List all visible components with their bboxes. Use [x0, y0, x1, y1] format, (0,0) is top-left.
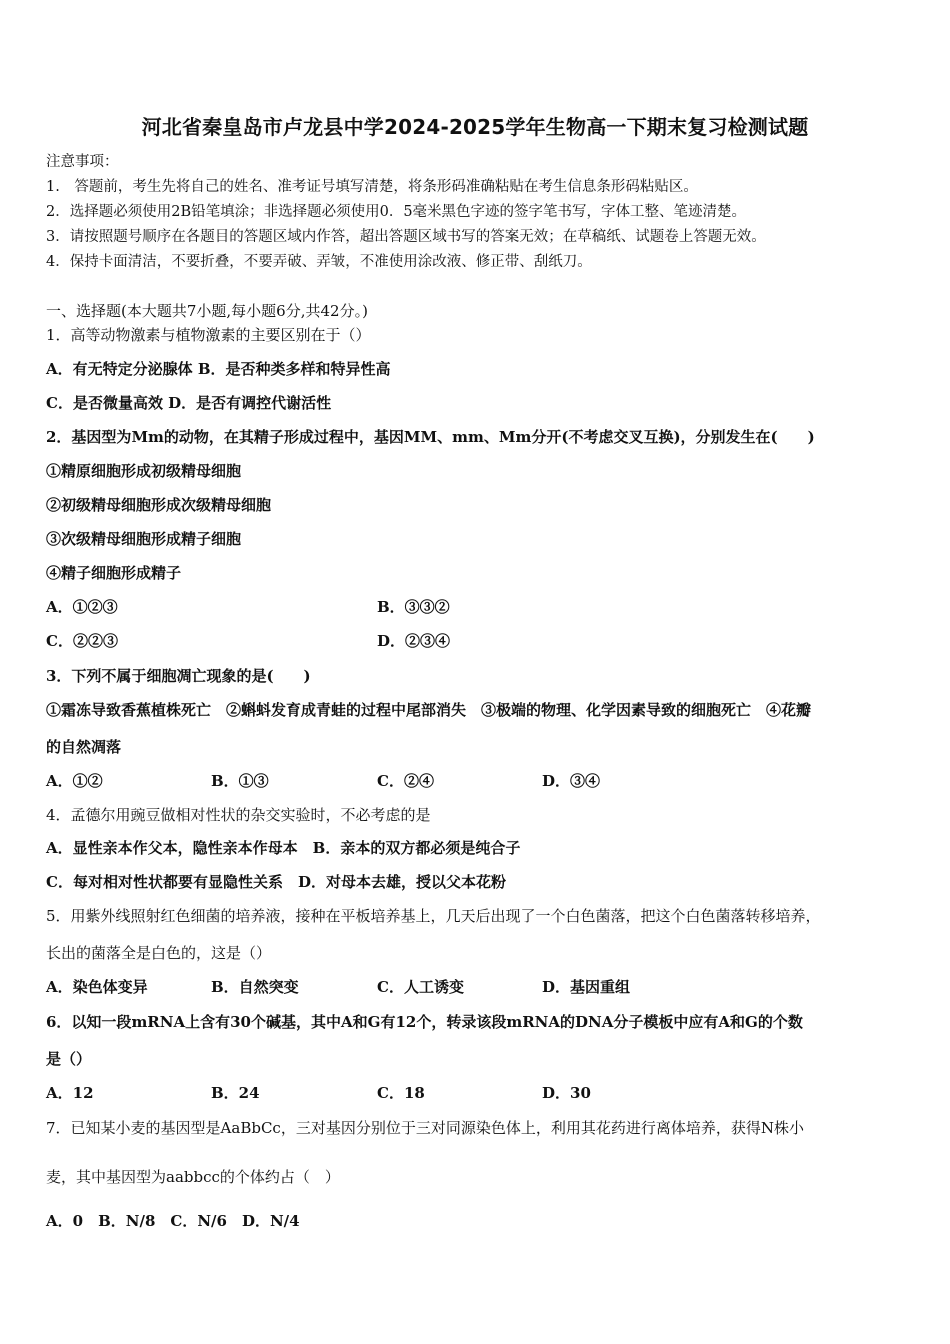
q5-stem-line1: 5．用紫外线照射红色细菌的培养液，接种在平板培养基上，几天后出现了一个白色菌落，把这个白色菌落转移培养， — [46, 907, 821, 925]
q2-item-1: ①精原细胞形成初级精母细胞 — [46, 462, 242, 480]
q6-option-a: A．12 — [46, 1084, 94, 1102]
q3-option-b: B．①③ — [211, 772, 269, 790]
q7-stem-line2: 麦，其中基因型为aabbcc的个体约占（ ） — [46, 1168, 340, 1186]
q3-option-a: A．①② — [46, 772, 103, 790]
q4-stem: 4．孟德尔用豌豆做相对性状的杂交实验时，不必考虑的是 — [46, 806, 431, 824]
notice-item-4: 4．保持卡面清洁，不要折叠，不要弄破、弄皱，不准使用涂改液、修正带、刮纸刀。 — [46, 254, 592, 270]
q1-options-line1: A．有无特定分泌腺体 B．是否种类多样和特异性高 — [46, 360, 391, 378]
q5-stem-line2: 长出的菌落全是白色的，这是（） — [46, 944, 272, 962]
q2-option-d: D．②③④ — [377, 632, 451, 650]
q5-option-b: B．自然突变 — [211, 978, 299, 996]
q6-stem-line2: 是（） — [46, 1050, 92, 1068]
q5-option-c: C．人工诱变 — [377, 978, 464, 996]
q3-option-d: D．③④ — [542, 772, 601, 790]
q2-option-c: C．②②③ — [46, 632, 118, 650]
notice-item-1: 1. 答题前，考生先将自己的姓名、准考证号填写清楚，将条形码准确粘贴在考生信息条形码粘贴区。 — [46, 179, 698, 195]
q5-option-d: D．基因重组 — [542, 978, 631, 996]
section-heading: 一、选择题(本大题共7小题,每小题6分,共42分。) — [46, 302, 368, 320]
page-title: 河北省秦皇岛市卢龙县中学2024-2025学年生物高一下期末复习检测试题 — [141, 115, 809, 139]
q2-item-4: ④精子细胞形成精子 — [46, 564, 182, 582]
q1-stem: 1．高等动物激素与植物激素的主要区别在于（） — [46, 326, 371, 344]
q3-line2: 的自然凋落 — [46, 738, 122, 756]
notice-item-2: 2．选择题必须使用2B铅笔填涂；非选择题必须使用0．5毫米黑色字迹的签字笔书写，字体工整、笔迹清楚。 — [46, 204, 747, 220]
q2-item-2: ②初级精母细胞形成次级精母细胞 — [46, 496, 272, 514]
q3-stem: 3．下列不属于细胞凋亡现象的是( ) — [46, 667, 311, 685]
q3-line1: ①霜冻导致香蕉植株死亡 ②蝌蚪发育成青蛙的过程中尾部消失 ③极端的物理、化学因素导致的细胞死亡 ④花瓣 — [46, 701, 812, 719]
q1-options-line2: C．是否微量高效 D．是否有调控代谢活性 — [46, 394, 332, 412]
q5-option-a: A．染色体变异 — [46, 978, 148, 996]
q6-option-b: B．24 — [211, 1084, 260, 1102]
notice-heading: 注意事项： — [46, 154, 119, 170]
notice-item-3: 3．请按照题号顺序在各题目的答题区域内作答，超出答题区域书写的答案无效；在草稿纸、试题卷上答题无效。 — [46, 229, 766, 245]
q2-stem: 2．基因型为Mm的动物，在其精子形成过程中，基因MM、mm、Mm分开(不考虑交叉互换)，分别发生在( ) — [46, 428, 815, 446]
q2-item-3: ③次级精母细胞形成精子细胞 — [46, 530, 242, 548]
q7-options: A．0 B．N/8 C．N/6 D．N/4 — [46, 1212, 300, 1230]
q4-options-line1: A．显性亲本作父本，隐性亲本作母本 B．亲本的双方都必须是纯合子 — [46, 839, 521, 857]
q6-option-d: D．30 — [542, 1084, 591, 1102]
q2-option-b: B．③③② — [377, 598, 450, 616]
q6-option-c: C．18 — [377, 1084, 425, 1102]
q4-options-line2: C．每对相对性状都要有显隐性关系 D．对母本去雄，授以父本花粉 — [46, 873, 506, 891]
q3-option-c: C．②④ — [377, 772, 434, 790]
q6-stem-line1: 6．以知一段mRNA上含有30个碱基，其中A和G有12个，转录该段mRNA的DNA分子模板中应有A和G的个数 — [46, 1013, 803, 1031]
q7-stem-line1: 7．已知某小麦的基因型是AaBbCc，三对基因分别位于三对同源染色体上，利用其花药进行离体培养，获得N株小 — [46, 1119, 804, 1137]
q2-option-a: A．①②③ — [46, 598, 118, 616]
